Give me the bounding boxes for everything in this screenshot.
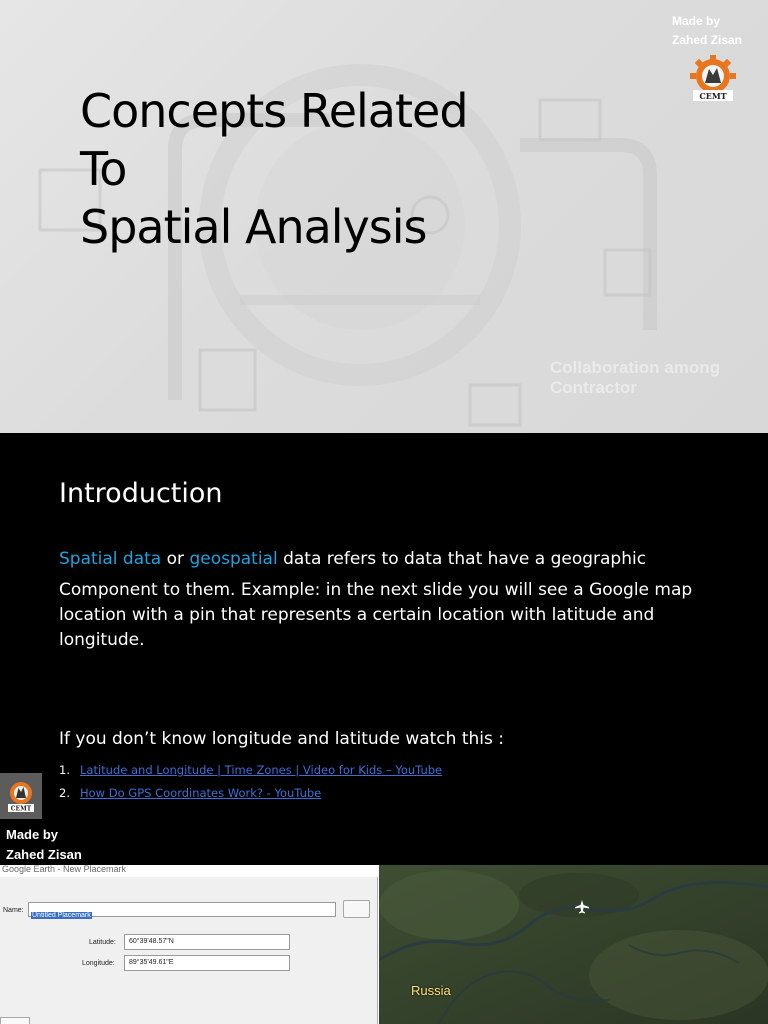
intro-paragraph bbox=[59, 547, 739, 653]
list-item bbox=[59, 759, 442, 782]
author-credit bbox=[6, 825, 82, 865]
map-place-label: Russia bbox=[411, 983, 451, 998]
video-links-list bbox=[59, 759, 442, 805]
background-caption bbox=[550, 358, 768, 398]
placemark-name-field[interactable] bbox=[28, 902, 336, 917]
cemt-logo bbox=[690, 55, 736, 103]
svg-text:CEMT: CEMT bbox=[10, 805, 32, 813]
latitude-label: Latitude: bbox=[89, 939, 116, 946]
name-label: Name: bbox=[3, 907, 24, 914]
title-line: Spatial Analysis bbox=[80, 200, 427, 254]
list-number: 1. bbox=[59, 763, 70, 777]
list-item bbox=[59, 782, 442, 805]
made-by-label: Made by bbox=[672, 14, 721, 28]
name-value: Untitled Placemark bbox=[32, 912, 91, 919]
satellite-map-view[interactable] bbox=[379, 865, 768, 1024]
longitude-field[interactable]: 89°35'49.61"E bbox=[124, 955, 290, 971]
title-line: Concepts Related bbox=[80, 84, 468, 138]
cemt-logo-badge bbox=[0, 773, 42, 819]
para-text: or bbox=[161, 549, 190, 569]
term-geospatial: geospatial bbox=[189, 549, 278, 569]
dialog-tab-edge[interactable] bbox=[0, 1017, 30, 1024]
list-number: 2. bbox=[59, 786, 70, 800]
window-title: Google Earth - New Placemark bbox=[0, 865, 378, 877]
video-link-latitude-longitude[interactable]: Latitude and Longitude | Time Zones | Video for Kids – YouTube bbox=[80, 763, 443, 777]
video-link-gps-coordinates[interactable]: How Do GPS Coordinates Work? - YouTube bbox=[80, 786, 322, 800]
google-earth-screenshot bbox=[0, 865, 768, 1024]
term-spatial-data: Spatial data bbox=[59, 549, 162, 569]
author-name: Zahed Zisan bbox=[6, 847, 82, 862]
introduction-slide bbox=[0, 433, 768, 865]
svg-text:CEMT: CEMT bbox=[699, 91, 727, 101]
title-line: To bbox=[80, 142, 127, 196]
para-text: Component to them. Example: in the next slide you will see a Google map location with a pin that represents a certain location with latitude and longitude. bbox=[59, 580, 693, 650]
watch-prompt: If you don’t know longitude and latitude watch this : bbox=[59, 729, 504, 749]
new-placemark-dialog bbox=[0, 865, 378, 1024]
author-name: Zahed Zisan bbox=[672, 33, 743, 47]
placemark-icon-button[interactable] bbox=[343, 900, 370, 918]
latitude-field[interactable]: 60°39'48.57"N bbox=[124, 934, 290, 950]
author-credit bbox=[672, 12, 762, 50]
caption-line: Contractor bbox=[550, 378, 637, 397]
slide-title bbox=[80, 82, 600, 256]
slide-heading: Introduction bbox=[59, 478, 223, 509]
title-slide bbox=[0, 0, 768, 433]
caption-line: Collaboration among bbox=[550, 358, 720, 377]
made-by-label: Made by bbox=[6, 827, 59, 842]
satellite-imagery bbox=[379, 865, 768, 1024]
longitude-label: Longitude: bbox=[82, 960, 115, 967]
para-text: data refers to data that have a geographic bbox=[277, 549, 647, 569]
cemt-logo bbox=[6, 779, 36, 813]
